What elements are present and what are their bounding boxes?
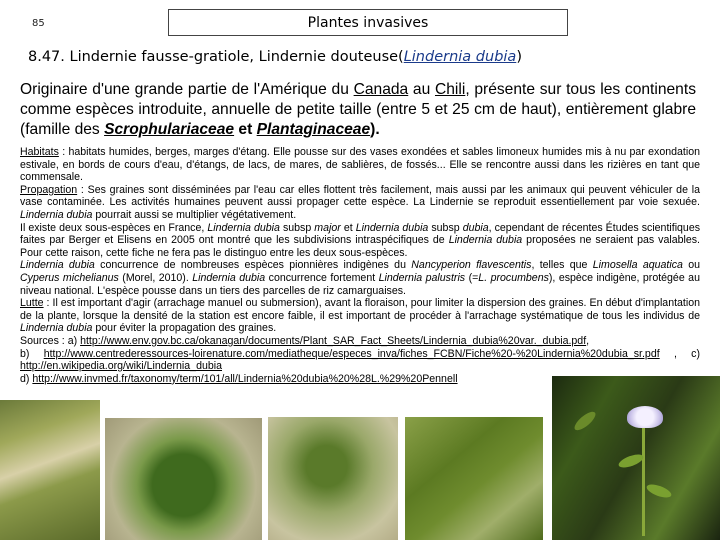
habitats-label: Habitats (20, 146, 59, 158)
habitats-text: : habitats humides, berges, marges d'étang. Elle pousse sur des vases exondées et sables limoneux humides mis à nu par exondation estivale, en bords de cours d'eau, d'étangs, de lacs, de mares, de sablières, de fossés... Elle se rencontre aussi dans les rizières en tant que commensale. (20, 146, 700, 184)
competition-italic-7: L. procumbens (478, 271, 549, 284)
lead-text-3: , présente sur tous les continents comme espèces introduite, annuelle de petite taille (entre 5 et 25 cm de haut), entièrement glabre (famille des (20, 81, 696, 138)
heading-species-link[interactable]: Lindernia dubia (403, 49, 517, 65)
competition-text-1: concurrence de nombreuses espèces pionnières indigènes du (94, 259, 412, 272)
subspecies-italic-4: dubia (462, 221, 489, 234)
page-number: 85 (32, 18, 45, 29)
lutte-label: Lutte (20, 297, 44, 310)
leaf-shape (617, 452, 645, 470)
flower-shape (627, 406, 663, 428)
subspecies-italic-2: major (314, 221, 341, 234)
plant-photo-3 (268, 417, 398, 540)
propagation-paragraph (20, 184, 700, 222)
habitats-paragraph (20, 146, 700, 184)
subspecies-italic-3: Lindernia dubia (355, 221, 429, 234)
subspecies-text-2: subsp (279, 221, 315, 234)
canada-link[interactable]: Canada (353, 81, 409, 98)
competition-italic-5: Lindernia dubia (192, 271, 266, 284)
competition-text-7: ), espèce indigène, protégée au niveau national. L'espèce pousse dans un tiers des parcelles de riz camarguaises. (20, 271, 700, 297)
scrophulariaceae-link[interactable]: Scrophulariaceae (104, 121, 235, 138)
source-d-label: d) (20, 372, 33, 385)
source-b-link[interactable]: http://www.centrederessources-loirenature.com/mediatheque/especes_inva/fiches_FCBN/Fiche%20-%20Lindernia%20dubia_sr.pdf (43, 347, 660, 360)
source-c-link[interactable]: http://en.wikipedia.org/wiki/Lindernia_dubia (20, 360, 222, 373)
propagation-species: Lindernia dubia (20, 208, 93, 221)
subspecies-text-3: et (340, 221, 356, 234)
competition-italic-2: Nancyperion flavescentis (411, 259, 532, 272)
plant-photo-2 (105, 418, 262, 540)
stem-shape (642, 426, 645, 536)
source-a-link[interactable]: http://www.env.gov.bc.ca/okanagan/documents/Plant_SAR_Fact_Sheets/Lindernia_dubia%20var._dubia.pdf (80, 334, 587, 347)
lutte-text-2: pour éviter la propagation des graines. (92, 322, 277, 335)
plant-photo-1 (0, 400, 100, 540)
subspecies-italic-1: Lindernia dubia (207, 221, 280, 234)
sources-label: Sources : a) (20, 334, 81, 347)
photo-strip (0, 372, 720, 540)
subspecies-text-5: , cependant de récentes Études scientifiques faites par Berger et Elisens en 2005 ont montré que les subdivisions intraspécifiques de (20, 221, 701, 247)
competition-italic-3: Limosella aquatica (592, 259, 683, 272)
lead-text-5: ). (370, 121, 380, 138)
subspecies-text-6: proposées ne seraient pas valables. Pour cette raison, cette fiche ne fera pas le distinguo entre les deux sous-espèces. (20, 234, 700, 259)
subspecies-italic-5: Lindernia dubia (448, 234, 523, 247)
competition-italic-4: Cyperus michelianus (20, 271, 119, 284)
header-title: Plantes invasives (168, 9, 568, 36)
lead-text-2: au (408, 81, 435, 98)
competition-italic-1: Lindernia dubia (20, 259, 95, 272)
subspecies-text-1: Il existe deux sous-espèces en France, (20, 221, 208, 234)
plantaginaceae-link[interactable]: Plantaginaceae (256, 121, 371, 138)
source-c-label: , c) (659, 347, 700, 360)
section-heading (28, 49, 522, 65)
lutte-paragraph (20, 297, 700, 335)
source-d-link[interactable]: http://www.invmed.fr/taxonomy/term/101/all/Lindernia%20dubia%20%28L.%29%20Pennell (32, 372, 458, 385)
heading-prefix: 8.47. Lindernie fausse-gratiole, Lindernie douteuse( (28, 49, 404, 65)
competition-text-6: (= (465, 271, 479, 284)
competition-text-4: (Morel, 2010). (118, 271, 193, 284)
lead-text-1: Originaire d'une grande partie de l'Amérique du (20, 81, 354, 98)
propagation-text-1: : Ses graines sont disséminées par l'eau car elles flottent très facilement, mais aussi par les animaux qui peuvent véhiculer de la vase contaminée. Les activités humaines peuvent aussi propager cette espèce. La Lindernie se reproduit essentiellement par voie sexuée. (20, 183, 700, 209)
source-a-end: , (586, 334, 590, 347)
subspecies-text-4: subsp (428, 221, 463, 234)
lutte-species: Lindernia dubia (20, 322, 93, 335)
propagation-text-2: pourrait aussi se multiplier végétativement. (92, 208, 297, 221)
propagation-label: Propagation (20, 183, 78, 196)
competition-text-3: ou (682, 259, 700, 272)
competition-italic-6: Lindernia palustris (378, 271, 466, 284)
subspecies-paragraph (20, 222, 700, 260)
plant-photo-5 (552, 376, 720, 540)
source-b-label: b) (20, 347, 44, 360)
chili-link[interactable]: Chili (434, 81, 466, 98)
lutte-text-1: : Il est important d'agir (arrachage manuel ou submersion), avant la floraison, pour limiter la dispersion des graines. En début d'implantation de la plante, lorsque la densité de la station est encore faible, il est important de procéder à l'arrachage systématique de tous les individus de (20, 297, 700, 322)
leaf-shape (645, 482, 673, 500)
plant-photo-4 (405, 417, 543, 540)
lead-paragraph (20, 80, 696, 140)
competition-text-2: , telles que (531, 259, 593, 272)
leaf-shape (572, 409, 598, 433)
lead-text-4: et (234, 121, 257, 138)
heading-suffix: ) (516, 49, 522, 65)
competition-paragraph (20, 259, 700, 297)
competition-text-5: concurrence fortement (265, 271, 379, 284)
body-text (20, 146, 700, 385)
